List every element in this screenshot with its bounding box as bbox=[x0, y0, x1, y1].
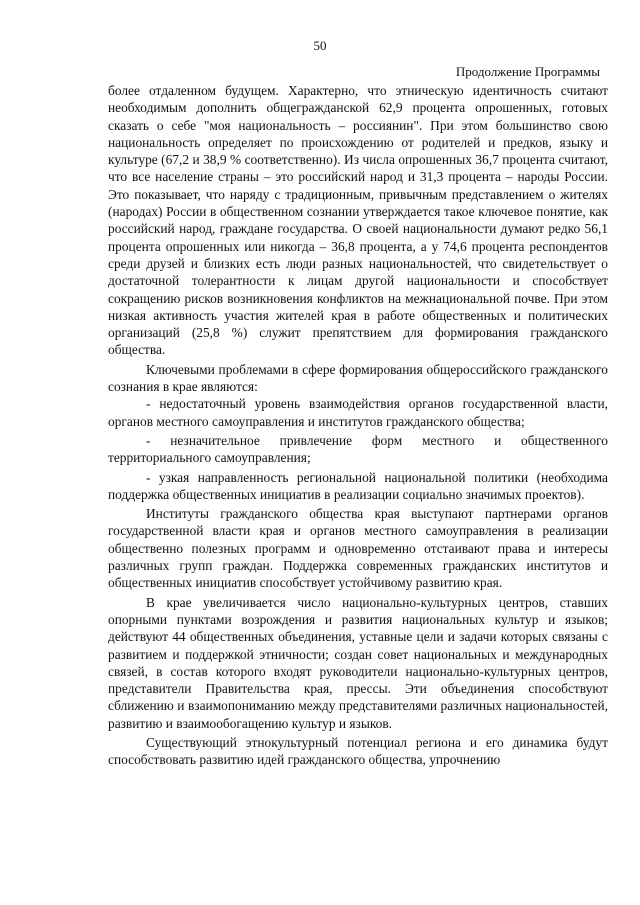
body-text bbox=[108, 82, 608, 769]
paragraph-key-problems-intro: Ключевыми проблемами в сфере формирования общероссийского гражданского сознания в крае являются: bbox=[108, 361, 608, 395]
list-item-national-policy: - узкая направленность региональной национальной политики (необходима поддержка общественных инициатив в реализации социально значимых проектов). bbox=[108, 469, 608, 502]
paragraph-cultural-centers: В крае увеличивается число национально-культурных центров, ставших опорными пунктами возрождения и развития национальных культур и языков; действуют 44 общественных объединения, уставные цели и задачи которых связаны с развитием и поддержкой этничности; создан совет национальных и международных связей, в состав которого входят руководители национально-культурных центров, представители Правительства края, прессы. Эти объединения способствуют сближению и взаимопониманию между представителями различных национальностей, развитию и взаимообогащению культур и языков. bbox=[108, 594, 608, 731]
paragraph-civil-institutions: Институты гражданского общества края выступают партнерами органов государственной власти края и органов местного самоуправления в реализации общественно полезных программ и одновременно отстаивают права и интересы различных групп граждан. Поддержка современных гражданских институтов и общественных инициатив способствует устойчивому развитию края. bbox=[108, 506, 608, 591]
running-header: Продолжение Программы bbox=[455, 64, 600, 79]
paragraph-survey-results: более отдаленном будущем. Характерно, что этническую идентичность считают необходимым дополнить общегражданской 62,9 процента опрошенных, готовых сказать о себе "моя национальность – россиянин". При этом большинство свою национальность определяет по происхождению от родителей и предков, языку и культуре (67,2 и 38,9 % соответственно). Из числа опрошенных 36,7 процента считают, что все население страны – это российский народ и 31,3 процента – народы России. Это показывает, что наряду с традиционным, привычным представлением о жителях (народах) России в общественном сознании утверждается такое ключевое понятие, как российский народ, граждане государства. О своей национальности думают редко 56,1 процента опрошенных или никогда – 36,8 процента, а у 74,6 процента респондентов среди друзей и близких есть люди разных национальностей, что свидетельствует о достаточной толерантности к лицам другой национальности и способствует сокращению рисков возникновения конфликтов на межнациональной почве. При этом низкая активность участия жителей края в работе общественных и политических организаций (25,8 %) служит препятствием для формирования гражданского общества. bbox=[108, 83, 608, 358]
page-number: 50 bbox=[313, 38, 327, 53]
list-item-interaction-level: - недостаточный уровень взаимодействия органов государственной власти, органов местного самоуправления и институтов гражданского общества; bbox=[108, 396, 608, 429]
paragraph-ethnocultural-potential: Существующий этнокультурный потенциал региона и его динамика будут способствовать развитию идей гражданского общества, упрочнению bbox=[108, 734, 608, 768]
list-item-self-government: - незначительное привлечение форм местного и общественного территориального самоуправления; bbox=[108, 432, 608, 466]
